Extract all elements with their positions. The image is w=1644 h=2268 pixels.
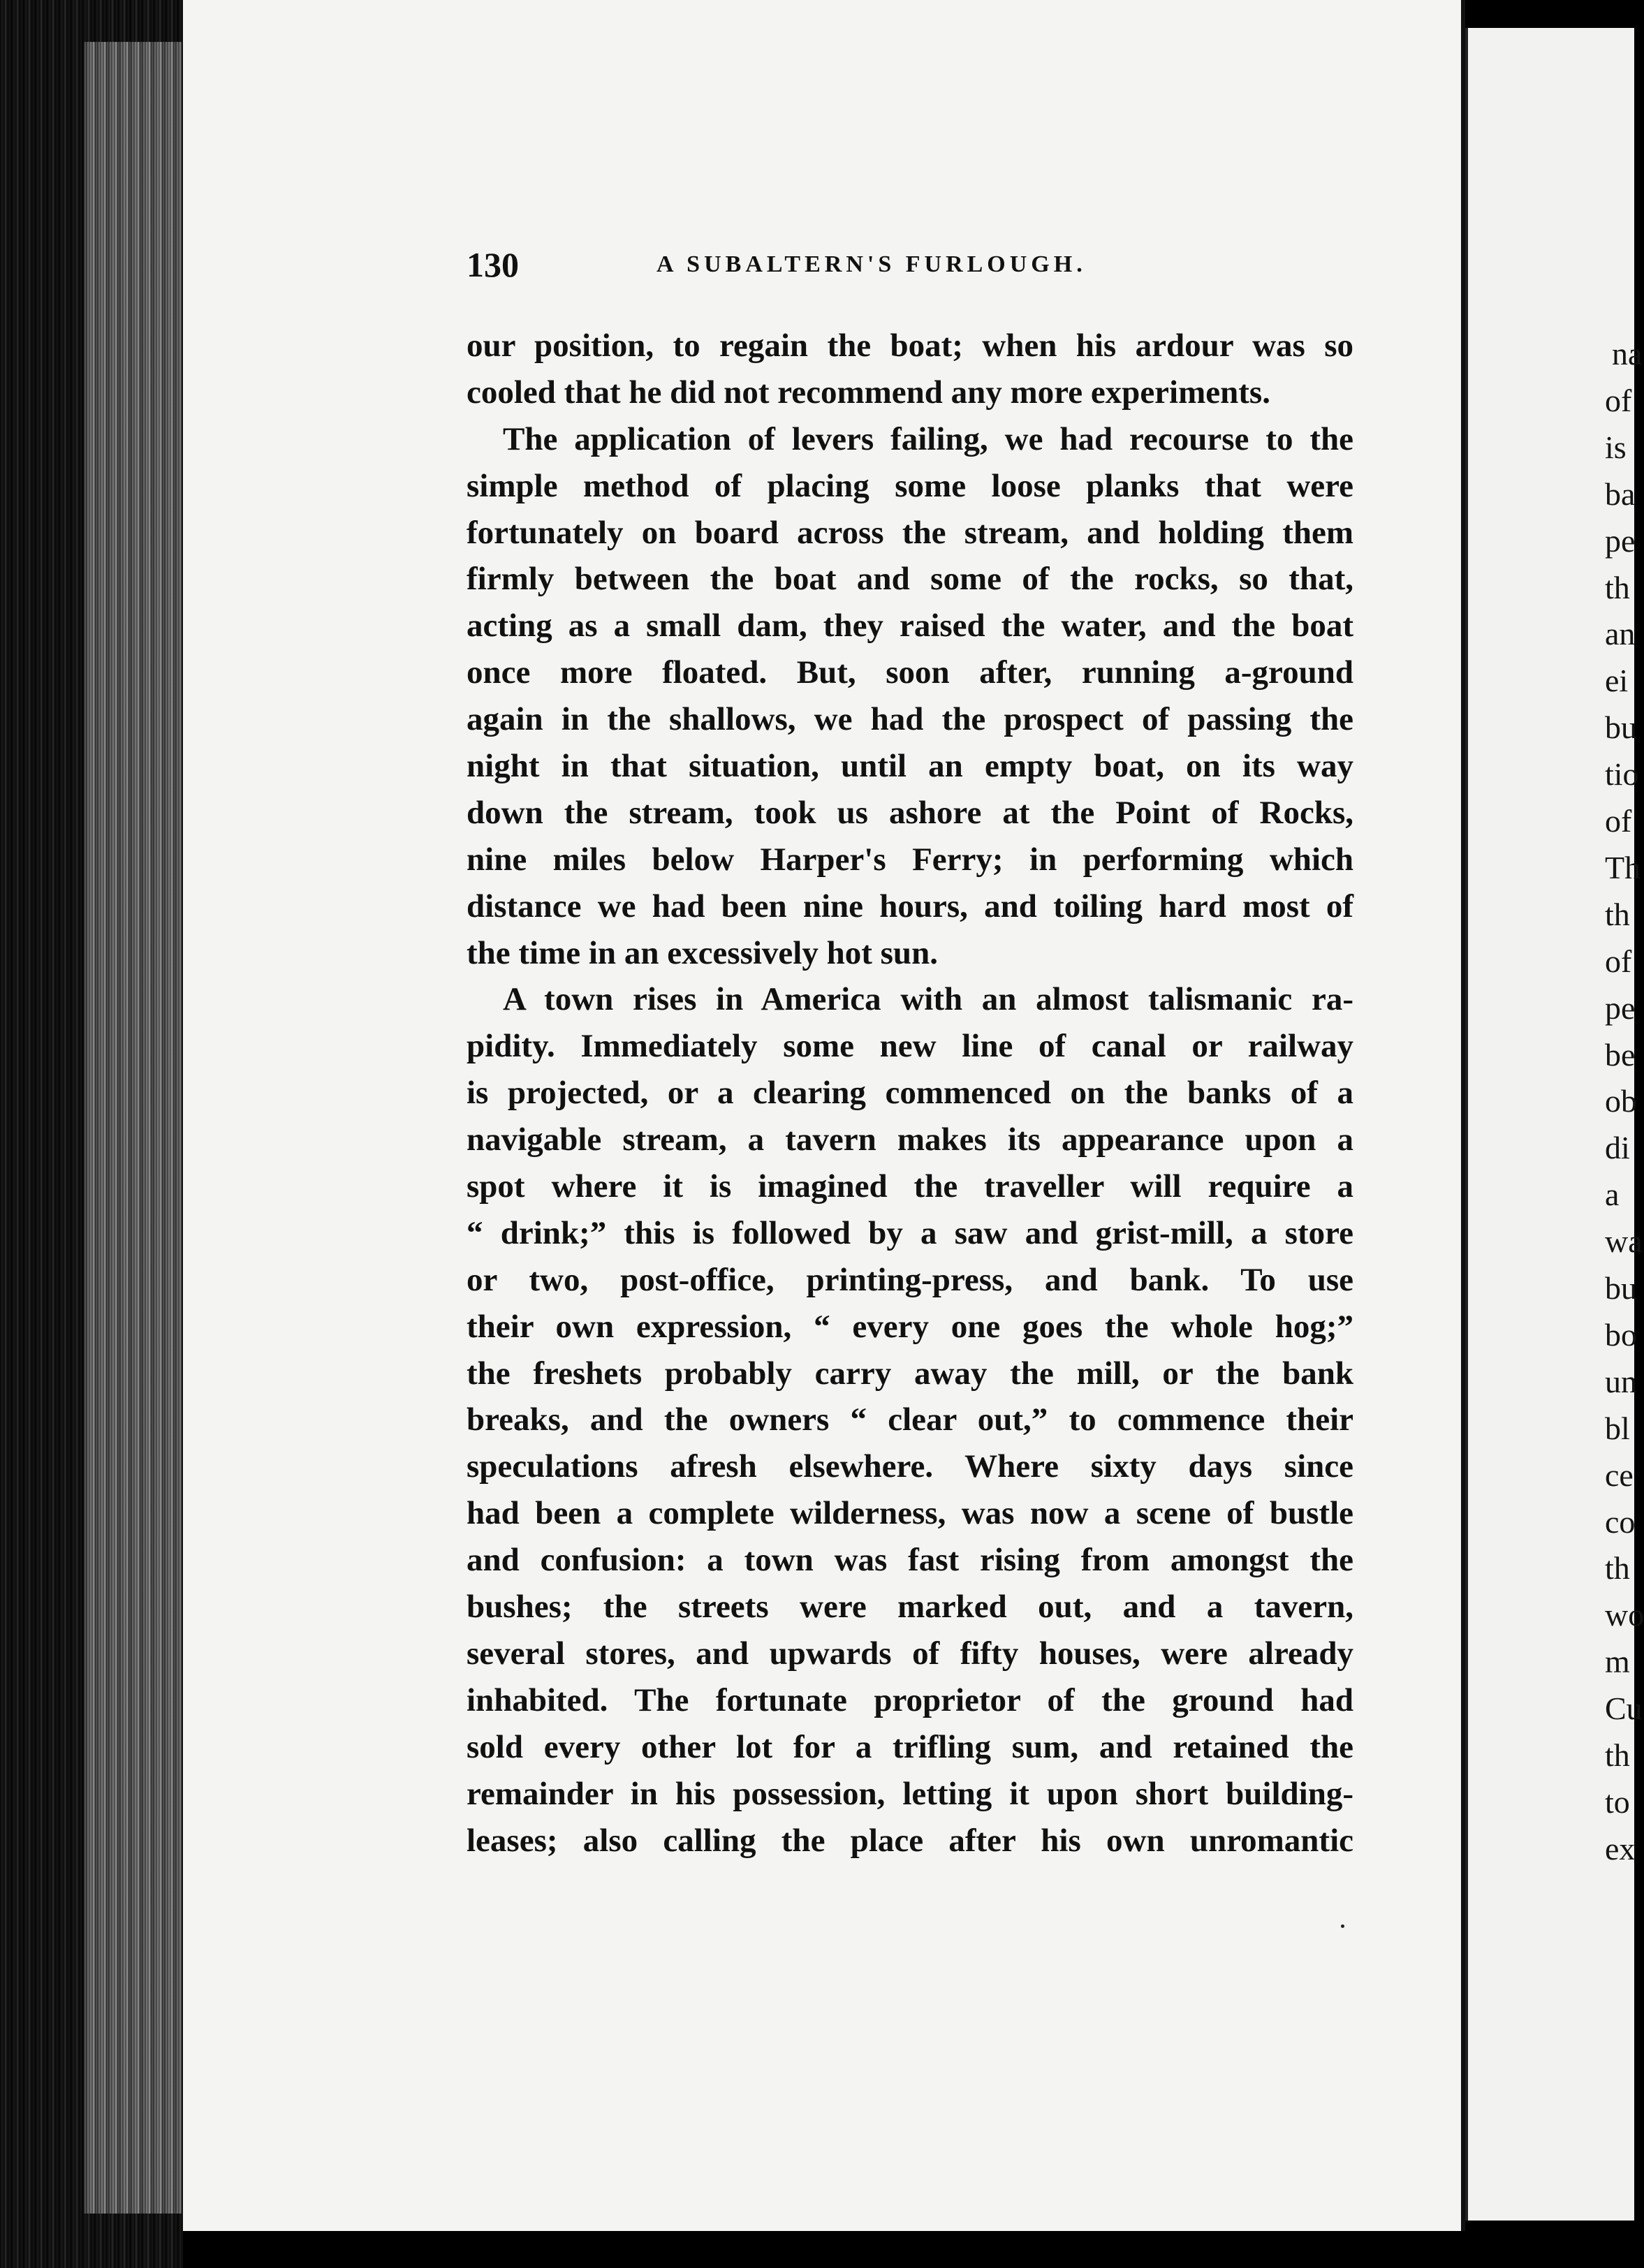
facing-page-fragment: a bbox=[1605, 1177, 1620, 1213]
text-line: pidity. Immediately some new line of canal or railway bbox=[467, 1028, 1353, 1065]
text-line: once more floated. But, soon after, running a-ground bbox=[467, 654, 1353, 691]
text-line: nine miles below Harper's Ferry; in performing which bbox=[467, 841, 1353, 878]
text-line: several stores, and upwards of fifty houses, were already bbox=[467, 1635, 1353, 1672]
text-line: again in the shallows, we had the prospect of passing the bbox=[467, 701, 1353, 738]
text-line: our position, to regain the boat; when his ardour was so bbox=[467, 327, 1353, 364]
text-line: is projected, or a clearing commenced on the banks of a bbox=[467, 1075, 1353, 1112]
facing-page-fragment: be bbox=[1605, 1036, 1636, 1073]
text-line: acting as a small dam, they raised the water, and the boat bbox=[467, 608, 1353, 645]
running-title: A SUBALTERN'S FURLOUGH. bbox=[656, 251, 1087, 277]
text-line: distance we had been nine hours, and toiling hard most of bbox=[467, 888, 1353, 925]
text-line: night in that situation, until an empty boat, on its way bbox=[467, 748, 1353, 785]
facing-page-fragment: ba bbox=[1605, 476, 1636, 512]
facing-page-fragment: wo bbox=[1605, 1597, 1644, 1633]
facing-page-fragment: th bbox=[1605, 569, 1630, 605]
page-stack-edge bbox=[84, 42, 182, 2214]
facing-page-fragment: bu bbox=[1605, 1270, 1637, 1306]
text-line: the freshets probably carry away the mill, or the bank bbox=[467, 1355, 1353, 1392]
text-line: “ drink;” this is followed by a saw and grist-mill, a store bbox=[467, 1214, 1353, 1251]
facing-page-fragment: bu bbox=[1605, 709, 1637, 746]
text-line: inhabited. The fortunate proprietor of the ground had bbox=[467, 1681, 1353, 1718]
facing-page-fragment: na bbox=[1612, 336, 1643, 371]
facing-page-fragment: di bbox=[1605, 1130, 1630, 1166]
facing-page-fragment: un bbox=[1605, 1363, 1637, 1399]
facing-page-fragment: of bbox=[1605, 943, 1632, 979]
facing-page-fragment: of bbox=[1605, 803, 1632, 839]
text-line: A town rises in America with an almost talismanic ra- bbox=[503, 981, 1353, 1018]
facing-page-edge bbox=[1465, 28, 1644, 2221]
text-line: leases; also calling the place after his own unromantic bbox=[467, 1822, 1353, 1859]
page-number: 130 bbox=[467, 245, 519, 284]
facing-page-fragment: an bbox=[1605, 616, 1636, 652]
facing-page-fragment: of bbox=[1605, 382, 1632, 418]
text-line: or two, post-office, printing-press, and bank. To use bbox=[467, 1261, 1353, 1298]
text-line: navigable stream, a tavern makes its appearance upon a bbox=[467, 1121, 1353, 1158]
facing-page-fragment: to bbox=[1605, 1783, 1630, 1820]
facing-page-fragment: bl bbox=[1605, 1410, 1630, 1446]
text-line: their own expression, “ every one goes the whole hog;” bbox=[467, 1308, 1353, 1345]
facing-page-fragment: co bbox=[1605, 1503, 1636, 1540]
text-line: remainder in his possession, letting it upon short building- bbox=[467, 1775, 1353, 1812]
facing-page-fragment: ex bbox=[1605, 1830, 1636, 1866]
text-line: fortunately on board across the stream, and holding them bbox=[467, 514, 1353, 551]
text-line: spot where it is imagined the traveller will require a bbox=[467, 1168, 1353, 1205]
text-line: bushes; the streets were marked out, and a tavern, bbox=[467, 1589, 1353, 1626]
facing-page-fragment: wa bbox=[1605, 1223, 1643, 1260]
text-line: firmly between the boat and some of the rocks, so that, bbox=[467, 561, 1353, 598]
body-text bbox=[467, 323, 1353, 1864]
facing-page-fragment: th bbox=[1605, 896, 1630, 932]
facing-page-fragment: pe bbox=[1605, 522, 1636, 559]
facing-page-fragment: tio bbox=[1605, 756, 1639, 793]
text-line: The application of levers failing, we had recourse to the bbox=[503, 420, 1353, 457]
running-head bbox=[467, 244, 1353, 293]
text-line: the time in an excessively hot sun. bbox=[467, 934, 938, 971]
text-line: simple method of placing some loose planks that were bbox=[467, 467, 1353, 504]
facing-page-fragment: Cu bbox=[1605, 1691, 1643, 1727]
text-line: down the stream, took us ashore at the Point of Rocks, bbox=[467, 794, 1353, 831]
facing-page-fragment: bo bbox=[1605, 1316, 1637, 1353]
facing-page-fragment: m bbox=[1605, 1644, 1630, 1680]
facing-page-fragment: th bbox=[1605, 1550, 1630, 1586]
text-line: breaks, and the owners “ clear out,” to commence their bbox=[467, 1401, 1353, 1438]
text-line: and confusion: a town was fast rising from amongst the bbox=[467, 1542, 1353, 1579]
text-line: cooled that he did not recommend any more experiments. bbox=[467, 374, 1270, 411]
text-line: speculations afresh elsewhere. Where sixty days since bbox=[467, 1448, 1353, 1485]
facing-page-fragment: ei bbox=[1605, 663, 1629, 699]
text-line: sold every other lot for a trifling sum, and retained the bbox=[467, 1728, 1353, 1765]
facing-page-fragment: ob bbox=[1605, 1083, 1637, 1119]
ink-speck bbox=[1341, 1924, 1344, 1928]
facing-page-fragment: Th bbox=[1605, 849, 1641, 885]
facing-page-fragment: is bbox=[1605, 429, 1627, 465]
facing-page-fragment: ce bbox=[1605, 1457, 1634, 1493]
facing-page-fragment: pe bbox=[1605, 989, 1636, 1026]
facing-page-fragment: th bbox=[1605, 1737, 1630, 1773]
text-line: had been a complete wilderness, was now a scene of bustle bbox=[467, 1495, 1353, 1532]
